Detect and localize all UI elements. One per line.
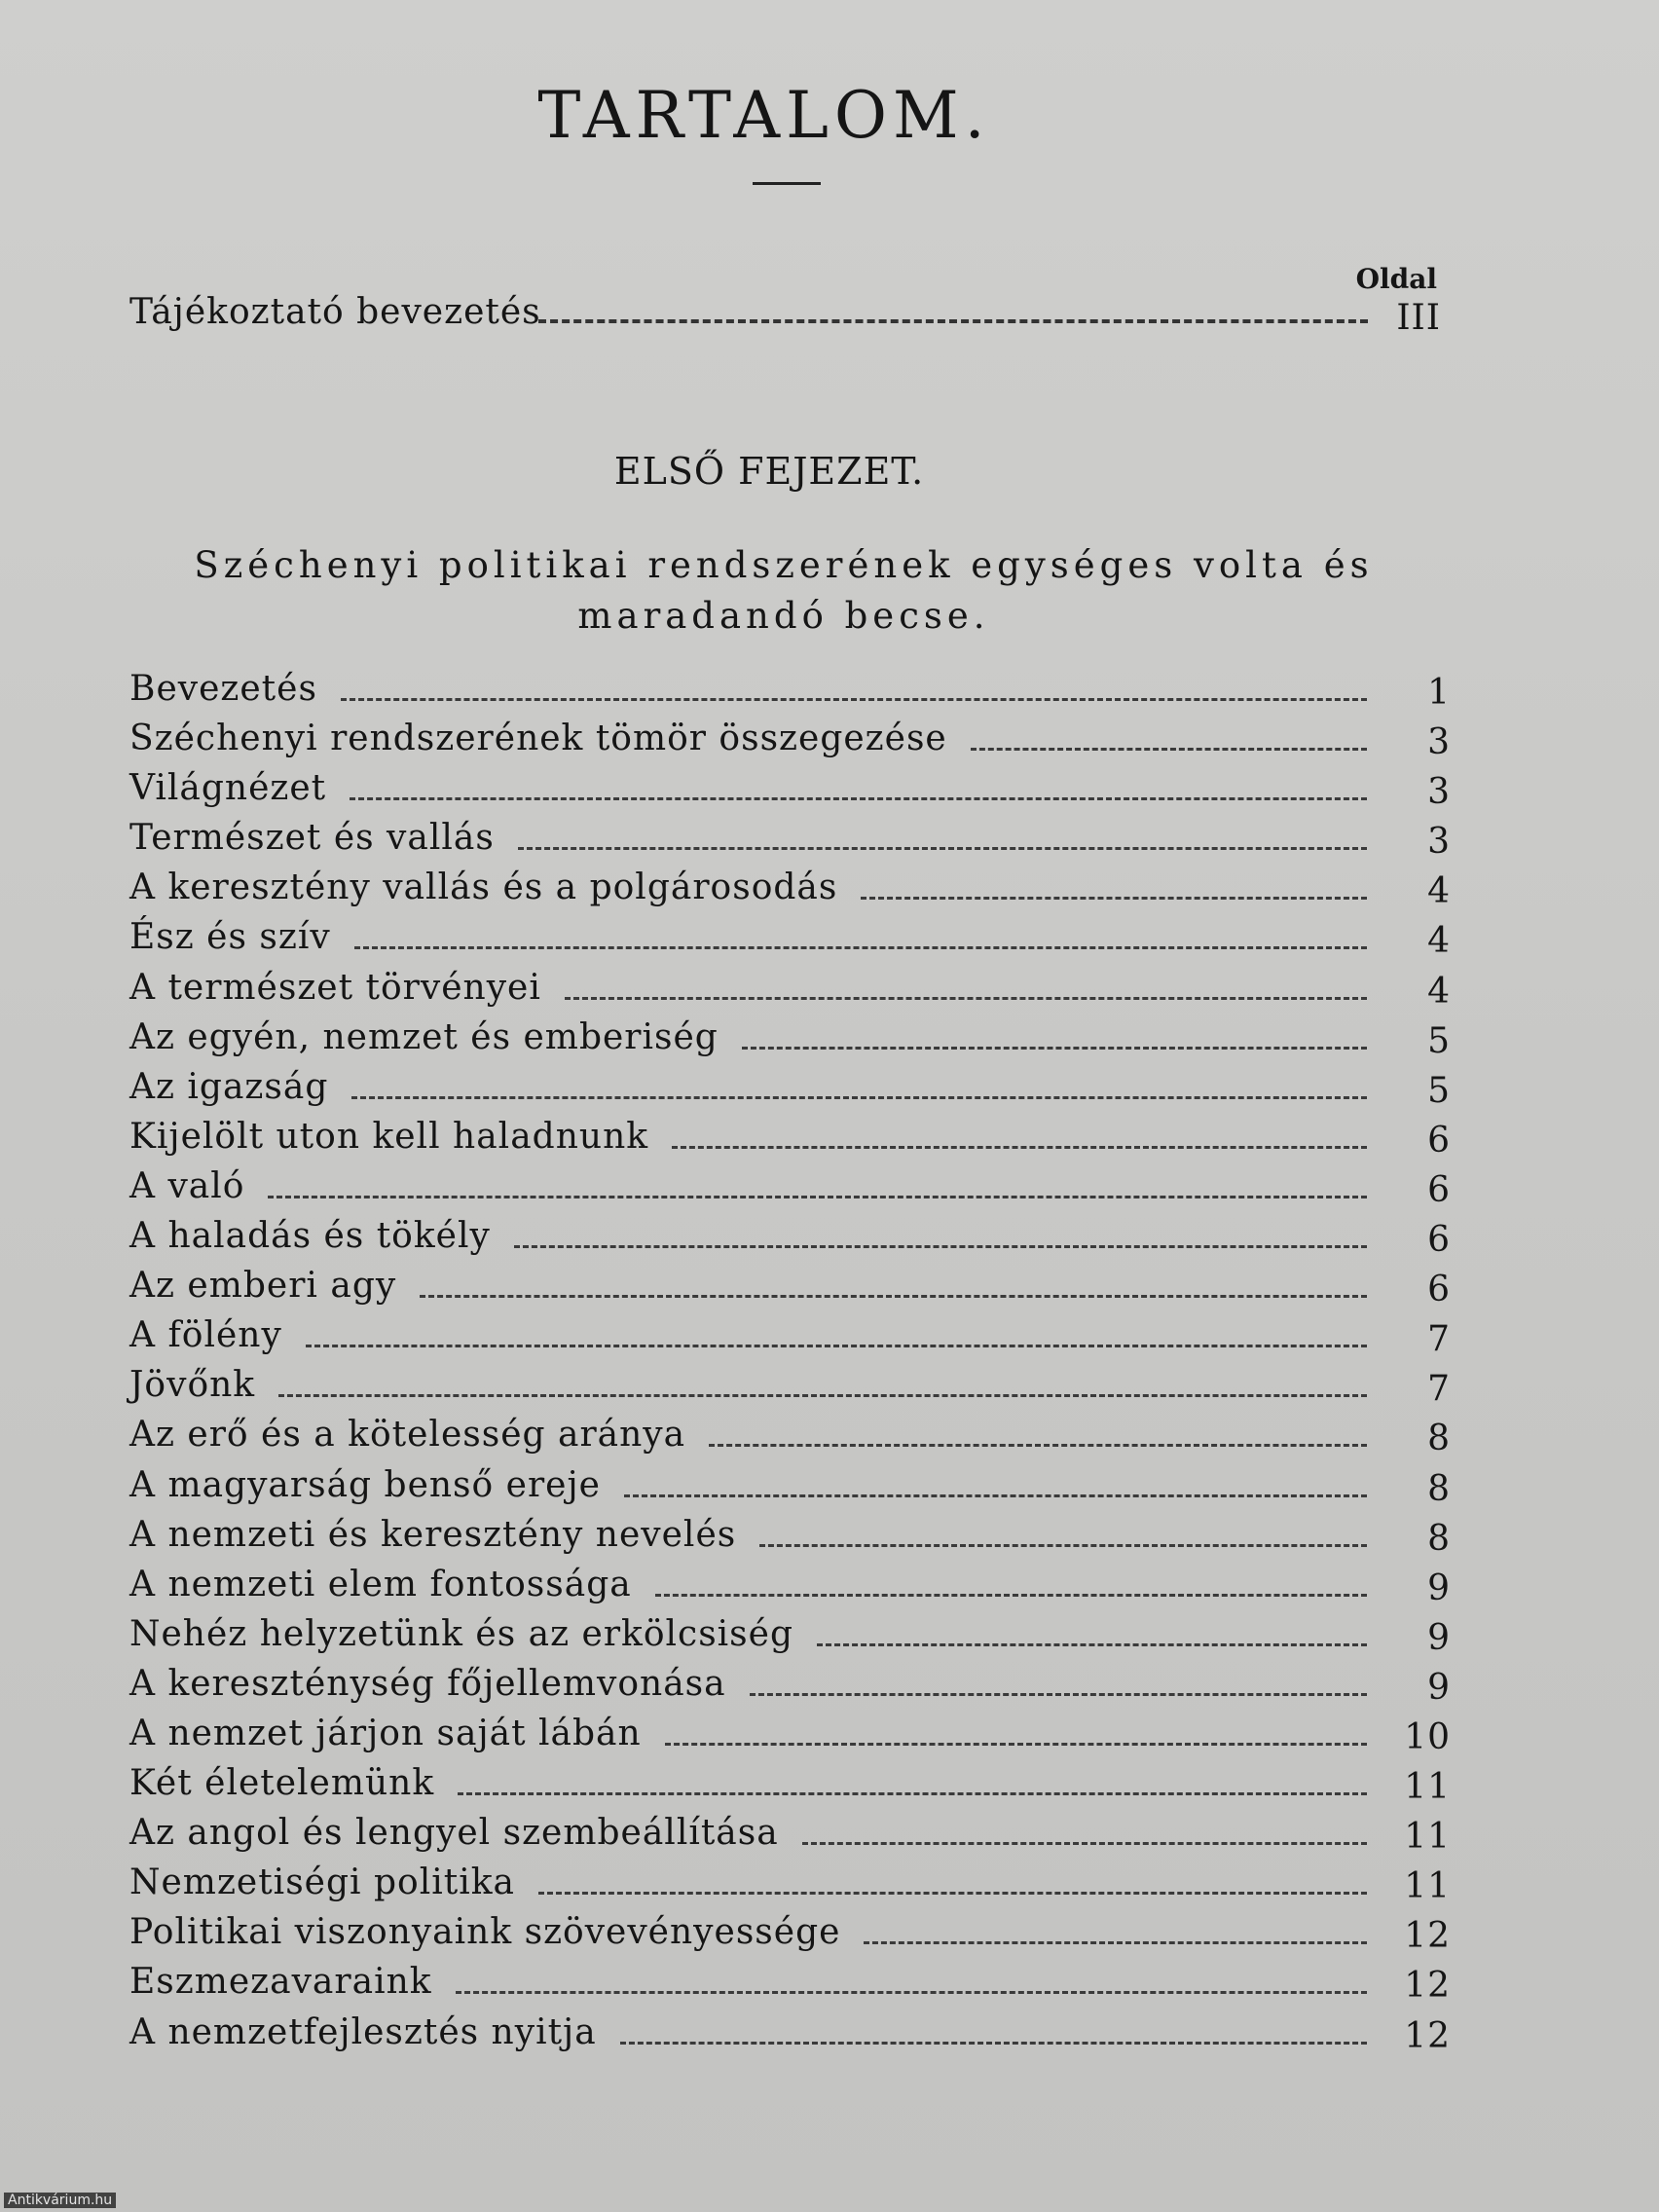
toc-entry	[129, 867, 1451, 917]
toc-entry-page: 6	[1427, 1169, 1451, 1210]
toc-entry-page: 12	[1404, 2015, 1451, 2056]
toc-entry-label: Az emberi agy	[129, 1266, 397, 1307]
toc-entry	[129, 917, 1451, 967]
toc-entry	[129, 968, 1451, 1017]
toc-entry	[129, 1415, 1451, 1464]
toc-entry	[129, 719, 1451, 768]
toc-entry-page: 1	[1427, 673, 1451, 713]
chapter-subtitle	[127, 540, 1441, 642]
leader-dots	[750, 1693, 1367, 1696]
toc-entry-page: 9	[1427, 1617, 1451, 1658]
toc-entry-page: 9	[1427, 1667, 1451, 1708]
leader-dots	[565, 997, 1367, 1000]
leader-dots	[278, 1394, 1367, 1397]
chapter-subtitle-line-2: maradandó becse.	[577, 595, 990, 637]
leader-dots	[354, 946, 1367, 949]
toc-entry-page: 3	[1427, 722, 1451, 763]
toc-entry-label: Az erő és a kötelesség aránya	[129, 1415, 686, 1456]
toc-entry	[129, 1315, 1451, 1365]
toc-entry	[129, 1664, 1451, 1714]
title-rule	[753, 182, 821, 185]
toc-entry	[129, 1614, 1451, 1664]
toc-entry	[129, 1166, 1451, 1216]
toc-entry-label: A nemzeti és keresztény nevelés	[129, 1514, 737, 1555]
toc-entry-label: Az egyén, nemzet és emberiség	[129, 1016, 719, 1057]
leader-dots	[709, 1444, 1367, 1447]
leader-dots	[672, 1146, 1367, 1149]
chapter-heading: ELSŐ FEJEZET.	[613, 450, 925, 493]
leader-dots	[268, 1196, 1367, 1198]
toc-entry-page: 7	[1427, 1319, 1451, 1360]
toc-entry-label: A kereszténység főjellemvonása	[129, 1663, 726, 1704]
leader-dots	[864, 1941, 1367, 1944]
leader-dots	[306, 1345, 1367, 1347]
toc-entry-page: 11	[1404, 1767, 1451, 1808]
toc-entry-label: Nemzetiségi politika	[129, 1862, 515, 1903]
toc-intro-page: III	[1396, 298, 1441, 338]
toc-entry-label: A keresztény vallás és a polgárosodás	[129, 867, 838, 908]
toc-entry-page: 10	[1404, 1716, 1451, 1757]
leader-dots	[802, 1842, 1367, 1845]
toc-entry-page: 5	[1427, 1020, 1451, 1061]
toc-entry-label: A fölény	[129, 1315, 282, 1356]
toc-entry	[129, 818, 1451, 867]
leader-dots	[351, 1096, 1367, 1099]
toc-intro-label: Tájékoztató bevezetés	[129, 292, 541, 332]
toc-entry-label: Az angol és lengyel szembeállítása	[129, 1813, 779, 1854]
toc-entry-page: 8	[1427, 1419, 1451, 1459]
toc-entry-page: 8	[1427, 1518, 1451, 1559]
toc-entry-page: 6	[1427, 1220, 1451, 1261]
toc-entry-label: A való	[129, 1165, 245, 1206]
toc-entry-label: Világnézet	[129, 768, 327, 809]
toc-intro-row	[129, 292, 1441, 341]
toc-entry-page: 11	[1404, 1866, 1451, 1907]
toc-entry	[129, 1465, 1451, 1515]
leader-dots	[665, 1743, 1367, 1746]
toc-entry-page: 12	[1404, 1916, 1451, 1957]
toc-entry-page: 9	[1427, 1567, 1451, 1608]
leader-dots	[350, 797, 1367, 800]
toc-entry	[129, 768, 1451, 818]
toc-entry-label: Eszmezavaraink	[129, 1962, 432, 2003]
toc-entry-page: 11	[1404, 1817, 1451, 1858]
toc-entry	[129, 1067, 1451, 1117]
toc-entry	[129, 1763, 1451, 1813]
leader-dots	[655, 1594, 1367, 1597]
toc-entry-page: 4	[1427, 921, 1451, 962]
toc-entry-page: 4	[1427, 971, 1451, 1012]
leader-dots	[518, 847, 1367, 850]
leader-dots	[458, 1792, 1367, 1795]
toc-entry	[129, 2012, 1451, 2062]
toc-entry	[129, 1515, 1451, 1565]
leader-dots	[971, 748, 1367, 751]
toc-entry-label: Két életelemünk	[129, 1763, 435, 1804]
leader-dots	[456, 1991, 1367, 1994]
leader-dots	[759, 1544, 1367, 1547]
leader-dots	[341, 698, 1367, 701]
toc-entry-label: A természet törvényei	[129, 967, 541, 1008]
toc-entry-label: Az igazság	[129, 1066, 329, 1107]
leader-dots	[624, 1494, 1367, 1497]
toc-entry-label: A magyarság benső ereje	[129, 1464, 601, 1505]
leader-dots	[742, 1047, 1367, 1050]
leader-dots	[538, 319, 1368, 323]
leader-dots	[861, 897, 1367, 900]
leader-dots	[817, 1643, 1367, 1646]
toc-entry-label: A nemzetfejlesztés nyitja	[129, 2011, 597, 2052]
toc-entry-label: Ész és szív	[129, 917, 331, 958]
toc-entry-page: 12	[1404, 1966, 1451, 2007]
toc-entry-label: A nemzet járjon saját lábán	[129, 1713, 642, 1753]
toc-entry-page: 6	[1427, 1120, 1451, 1161]
leader-dots	[514, 1245, 1367, 1248]
toc-entry	[129, 1862, 1451, 1912]
toc-entry-label: Széchenyi rendszerének tömör összegezése	[129, 719, 947, 759]
toc-entry-page: 3	[1427, 772, 1451, 813]
toc-entry	[129, 1714, 1451, 1763]
toc-entry	[129, 1565, 1451, 1614]
toc-entry-label: Kijelölt uton kell haladnunk	[129, 1116, 649, 1157]
toc-entry-label: Nehéz helyzetünk és az erkölcsiség	[129, 1613, 793, 1654]
chapter-subtitle-line-1: Széchenyi politikai rendszerének egységes volta és	[194, 544, 1374, 586]
toc-entry	[129, 1216, 1451, 1266]
toc-entry-page: 6	[1427, 1270, 1451, 1310]
toc-entry-page: 4	[1427, 871, 1451, 912]
toc-list	[129, 669, 1451, 2062]
watermark-credit: Antikvárium.hu	[4, 2193, 116, 2208]
leader-dots	[538, 1892, 1367, 1895]
toc-entry-label: Politikai viszonyaink szövevényessége	[129, 1912, 841, 1953]
toc-entry	[129, 1017, 1451, 1067]
toc-entry-page: 3	[1427, 822, 1451, 863]
toc-entry-label: Jövőnk	[129, 1365, 256, 1406]
toc-entry-page: 7	[1427, 1369, 1451, 1410]
toc-entry	[129, 1912, 1451, 1962]
leader-dots	[620, 2042, 1367, 2045]
toc-entry-label: Bevezetés	[129, 669, 317, 709]
toc-entry	[129, 1813, 1451, 1862]
toc-entry	[129, 669, 1451, 719]
toc-entry-label: A haladás és tökély	[129, 1216, 491, 1257]
toc-entry-page: 8	[1427, 1468, 1451, 1509]
page-column-label: Oldal	[1355, 263, 1437, 295]
page-title: TARTALOM.	[537, 78, 991, 153]
toc-entry	[129, 1266, 1451, 1315]
leader-dots	[420, 1295, 1367, 1298]
toc-entry	[129, 1365, 1451, 1415]
toc-entry-label: Természet és vallás	[129, 818, 495, 859]
toc-entry-page: 5	[1427, 1070, 1451, 1111]
toc-entry	[129, 1962, 1451, 2011]
toc-entry	[129, 1117, 1451, 1166]
toc-entry-label: A nemzeti elem fontossága	[129, 1564, 632, 1604]
